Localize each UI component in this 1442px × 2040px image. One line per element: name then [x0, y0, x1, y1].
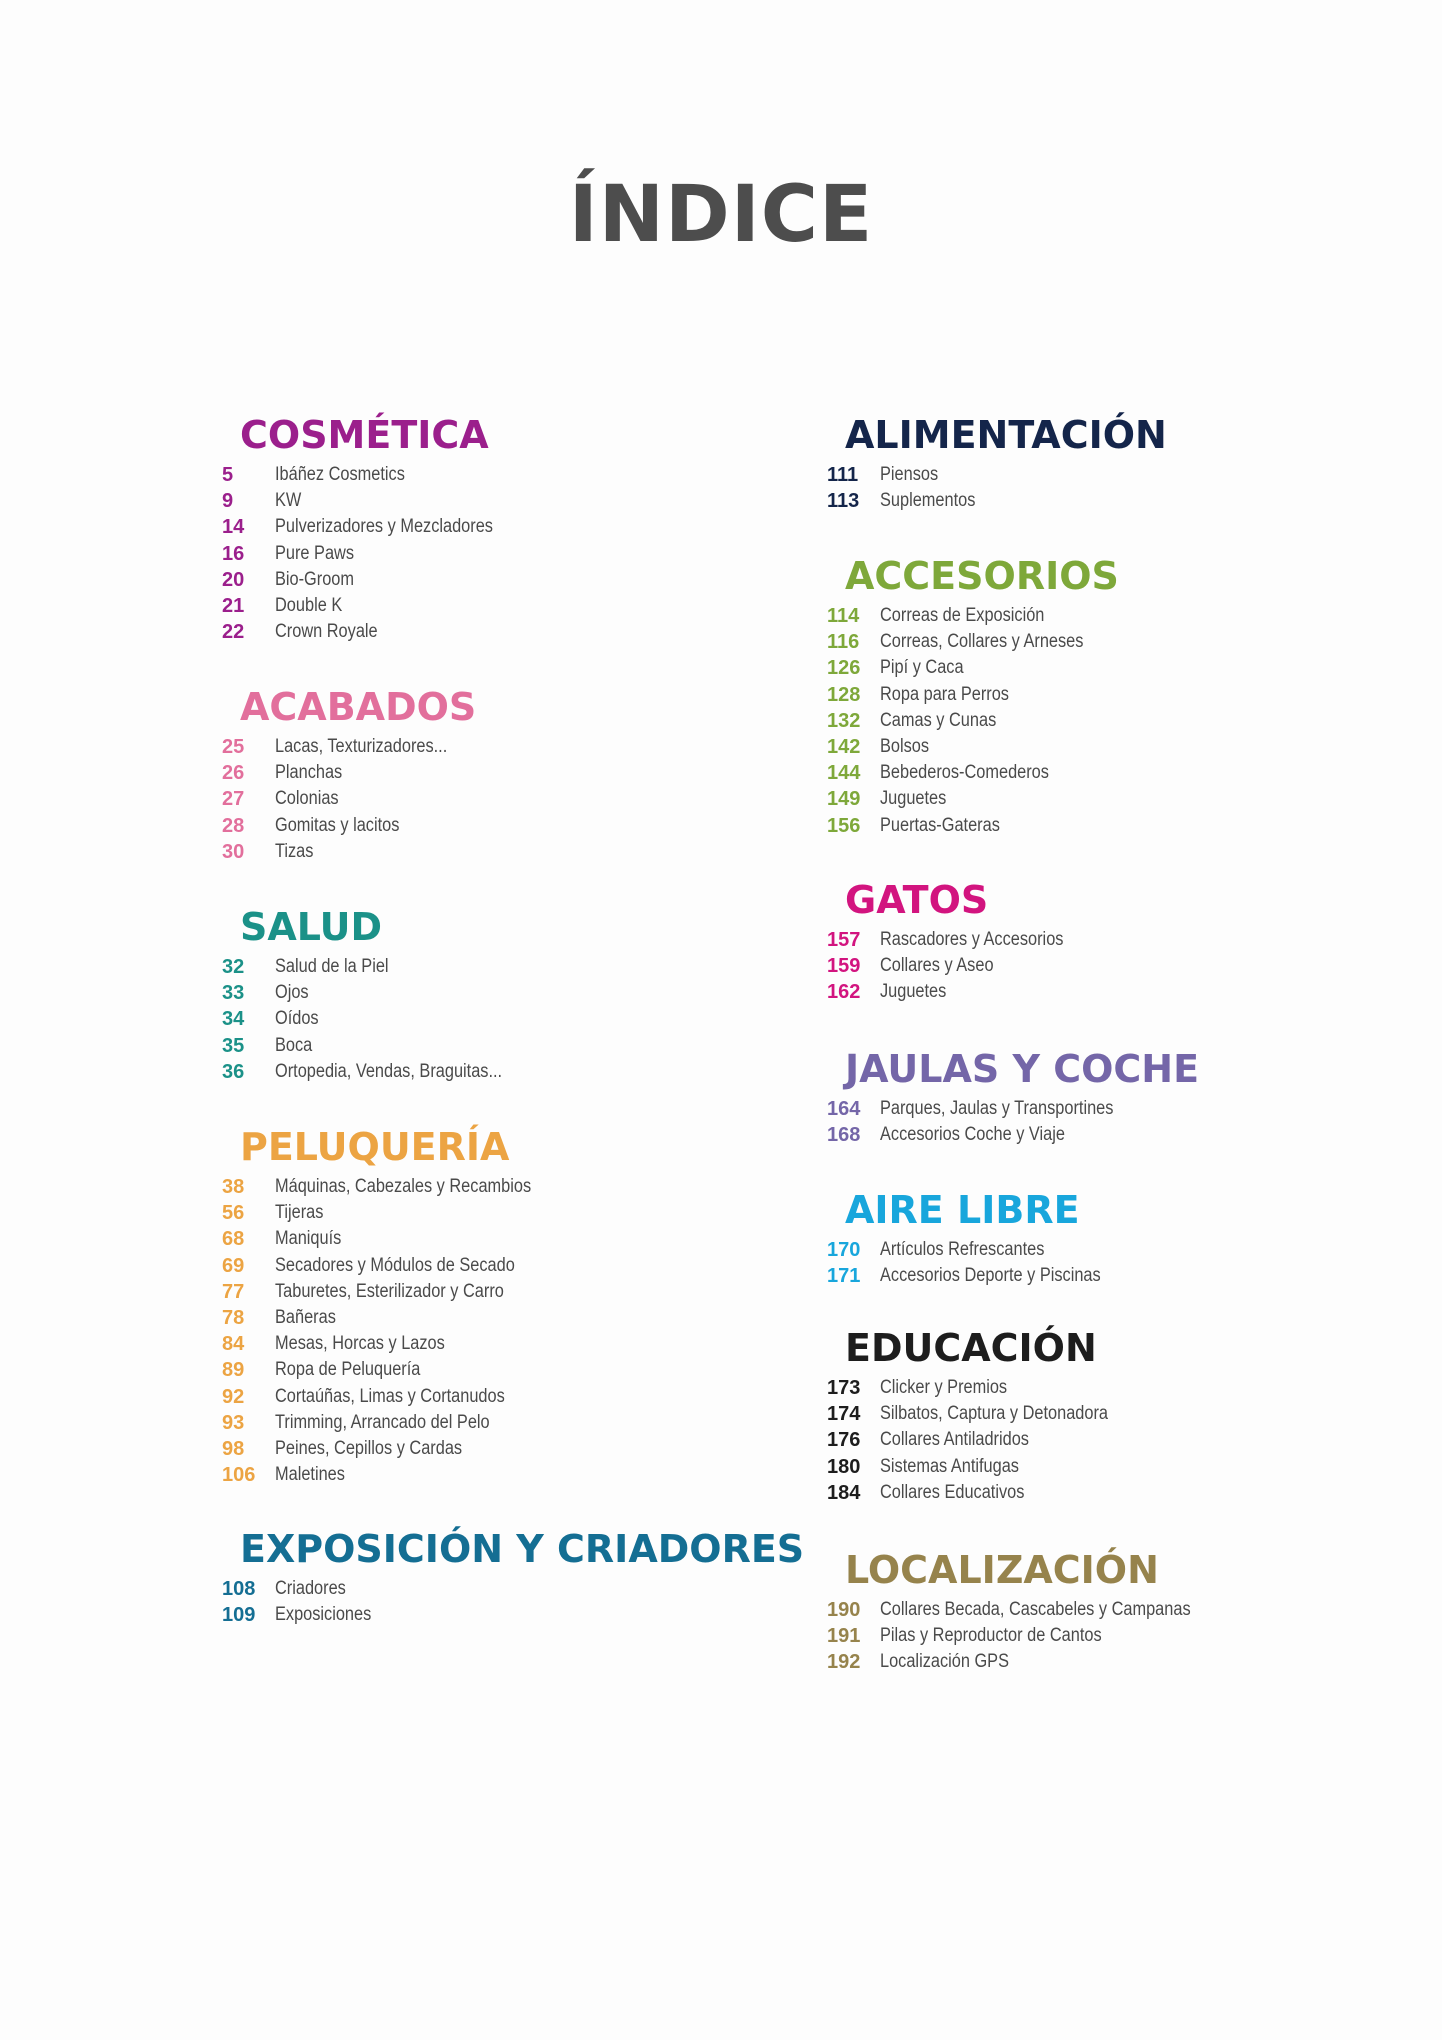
page-number: 108 [222, 1578, 256, 1600]
entry-label: Maletines [275, 1464, 345, 1486]
index-entry[interactable] [827, 1597, 1387, 1623]
section-entries [827, 1096, 1387, 1148]
page-number: 5 [222, 464, 234, 486]
entry-label: Ropa de Peluquería [275, 1359, 421, 1381]
entry-label: Peines, Cepillos y Cardas [275, 1437, 463, 1459]
page-number: 192 [827, 1651, 861, 1674]
page-number: 14 [222, 516, 245, 539]
index-entry[interactable] [222, 1200, 782, 1226]
index-entry[interactable] [222, 1006, 782, 1032]
section-title: PELUQUERÍA [240, 1125, 510, 1169]
section-exposicion-y-criadores [222, 1525, 805, 1628]
section-peluqueria [222, 1123, 782, 1488]
entry-label: Silbatos, Captura y Detonadora [880, 1403, 1108, 1425]
entry-label: KW [275, 490, 302, 512]
page-number: 89 [222, 1359, 245, 1382]
index-entry[interactable] [827, 1649, 1387, 1675]
section-entries [222, 1576, 782, 1628]
index-entry[interactable] [222, 567, 782, 593]
index-entry[interactable] [827, 708, 1387, 734]
index-entry[interactable] [222, 1059, 782, 1085]
entry-label: Collares y Aseo [880, 955, 994, 977]
entry-label: Pilas y Reproductor de Cantos [880, 1625, 1102, 1647]
section-title: EXPOSICIÓN Y CRIADORES [240, 1527, 805, 1571]
page-number: 191 [827, 1625, 861, 1648]
entry-label: Bio-Groom [275, 568, 354, 590]
page-number: 157 [827, 929, 861, 951]
entry-label: Tijeras [275, 1202, 324, 1224]
section-title: JAULAS Y COCHE [845, 1047, 1200, 1091]
index-entry[interactable] [222, 1253, 782, 1279]
section-entries [827, 462, 1387, 514]
index-entry[interactable] [222, 760, 782, 786]
section-entries [827, 603, 1387, 839]
page-number: 84 [222, 1333, 245, 1356]
index-entry[interactable] [222, 1462, 782, 1488]
index-entry[interactable] [827, 1096, 1387, 1122]
index-entry[interactable] [222, 1033, 782, 1059]
index-entry[interactable] [827, 813, 1387, 839]
entry-label: Suplementos [880, 490, 976, 512]
entry-label: Puertas-Gateras [880, 814, 1000, 836]
index-entry[interactable] [827, 1122, 1387, 1148]
page-number: 126 [827, 657, 861, 680]
entry-label: Ropa para Perros [880, 683, 1009, 705]
section-entries [222, 462, 782, 645]
index-entry[interactable] [827, 655, 1387, 681]
index-entry[interactable] [222, 1279, 782, 1305]
entry-label: Mesas, Horcas y Lazos [275, 1333, 445, 1355]
page-number: 156 [827, 814, 861, 837]
page-number: 184 [827, 1481, 861, 1504]
index-entry[interactable] [827, 953, 1387, 979]
page-number: 32 [222, 956, 245, 978]
entry-label: Localización GPS [880, 1651, 1009, 1673]
index-entry[interactable] [222, 1174, 782, 1200]
index-entry[interactable] [827, 734, 1387, 760]
page-number: 35 [222, 1034, 245, 1057]
page-number: 132 [827, 709, 861, 732]
page-title: ÍNDICE [568, 170, 874, 260]
entry-label: Camas y Cunas [880, 709, 997, 731]
page-number: 180 [827, 1455, 861, 1478]
index-entry[interactable] [827, 1623, 1387, 1649]
entry-label: Ibáñez Cosmetics [275, 464, 405, 485]
page-number: 116 [827, 631, 860, 654]
entry-label: Collares Educativos [880, 1481, 1025, 1503]
index-entry[interactable] [827, 462, 1387, 488]
entry-label: Double K [275, 594, 343, 616]
entry-label: Clicker y Premios [880, 1377, 1008, 1398]
index-entry[interactable] [222, 1436, 782, 1462]
index-entry[interactable] [222, 786, 782, 812]
section-entries [222, 954, 782, 1085]
index-entry[interactable] [827, 1401, 1387, 1427]
page-number: 176 [827, 1429, 861, 1452]
page-number: 164 [827, 1098, 861, 1120]
page-number: 36 [222, 1060, 245, 1083]
index-entry[interactable] [827, 488, 1387, 514]
entry-label: Juguetes [880, 788, 947, 810]
entry-label: Rascadores y Accesorios [880, 929, 1064, 950]
index-entry[interactable] [827, 1454, 1387, 1480]
index-entry[interactable] [222, 541, 782, 567]
section-gatos [827, 876, 1387, 1006]
index-entry[interactable] [222, 1576, 782, 1602]
index-entry[interactable] [827, 1427, 1387, 1453]
section-title: GATOS [845, 878, 989, 922]
section-entries [827, 1597, 1387, 1676]
section-acabados [222, 683, 782, 865]
page-number: 78 [222, 1306, 245, 1329]
entry-label: Trimming, Arrancado del Pelo [275, 1411, 490, 1433]
entry-label: Criadores [275, 1578, 346, 1599]
entry-label: Cortaúñas, Limas y Cortanudos [275, 1385, 505, 1407]
index-entry[interactable] [222, 1410, 782, 1436]
entry-label: Máquinas, Cabezales y Recambios [275, 1176, 532, 1197]
section-alimentacion [827, 411, 1387, 514]
page-number: 38 [222, 1176, 245, 1198]
page-number: 168 [827, 1124, 861, 1147]
page-number: 111 [827, 464, 859, 486]
index-entry[interactable] [827, 786, 1387, 812]
index-entry[interactable] [222, 1331, 782, 1357]
entry-label: Maniquís [275, 1228, 342, 1250]
section-entries [222, 734, 782, 865]
index-entry[interactable] [827, 1480, 1387, 1506]
section-entries [827, 927, 1387, 1006]
index-entry[interactable] [222, 1357, 782, 1383]
entry-label: Artículos Refrescantes [880, 1239, 1045, 1260]
index-entry[interactable] [222, 1305, 782, 1331]
entry-label: Gomitas y lacitos [275, 814, 400, 836]
entry-label: Secadores y Módulos de Secado [275, 1254, 515, 1276]
entry-label: Bolsos [880, 735, 930, 757]
page-number: 98 [222, 1437, 245, 1460]
entry-label: Crown Royale [275, 621, 378, 643]
entry-label: Bañeras [275, 1306, 336, 1328]
entry-label: Taburetes, Esterilizador y Carro [275, 1280, 504, 1302]
page-number: 28 [222, 814, 245, 837]
entry-label: Juguetes [880, 981, 947, 1003]
page-number: 171 [827, 1265, 861, 1288]
index-entry[interactable] [827, 1263, 1387, 1289]
entry-label: Piensos [880, 464, 939, 485]
page-number: 149 [827, 788, 861, 811]
page-number: 30 [222, 840, 245, 863]
page-number: 113 [827, 490, 860, 513]
section-title: SALUD [240, 905, 383, 949]
page-number: 106 [222, 1464, 256, 1487]
entry-label: Collares Antiladridos [880, 1429, 1029, 1451]
section-entries [827, 1237, 1387, 1289]
index-entry[interactable] [827, 682, 1387, 708]
entry-label: Accesorios Coche y Viaje [880, 1124, 1065, 1146]
page-number: 92 [222, 1385, 245, 1408]
index-entry[interactable] [222, 980, 782, 1006]
index-entry[interactable] [827, 979, 1387, 1005]
entry-label: Accesorios Deporte y Piscinas [880, 1265, 1101, 1287]
page-number: 9 [222, 490, 234, 513]
page-number: 162 [827, 981, 861, 1004]
page-number: 21 [222, 594, 245, 617]
page-number: 34 [222, 1008, 245, 1031]
entry-label: Lacas, Texturizadores... [275, 736, 448, 757]
index-entry[interactable] [827, 927, 1387, 953]
index-entry[interactable] [222, 734, 782, 760]
entry-label: Ortopedia, Vendas, Braguitas... [275, 1060, 503, 1082]
section-title: ACCESORIOS [845, 554, 1119, 598]
index-entry[interactable] [827, 603, 1387, 629]
entry-label: Sistemas Antifugas [880, 1455, 1019, 1477]
entry-label: Correas de Exposición [880, 605, 1045, 626]
section-entries [222, 1174, 782, 1488]
page-number: 173 [827, 1377, 861, 1399]
section-entries [827, 1375, 1387, 1506]
section-title: ACABADOS [240, 685, 477, 729]
entry-label: Pipí y Caca [880, 657, 964, 679]
index-entry[interactable] [222, 462, 782, 488]
section-title: ALIMENTACIÓN [845, 413, 1167, 457]
entry-label: Bebederos-Comederos [880, 762, 1049, 784]
page-number: 159 [827, 955, 861, 978]
entry-label: Oídos [275, 1008, 319, 1030]
page-number: 144 [827, 762, 861, 785]
index-entry[interactable] [222, 1384, 782, 1410]
index-entry[interactable] [222, 1226, 782, 1252]
index-entry[interactable] [222, 488, 782, 514]
index-entry[interactable] [222, 593, 782, 619]
index-entry[interactable] [222, 954, 782, 980]
section-educacion [827, 1324, 1387, 1506]
page-number: 68 [222, 1228, 245, 1251]
entry-label: Correas, Collares y Arneses [880, 631, 1084, 653]
index-entry[interactable] [827, 1375, 1387, 1401]
page-number: 26 [222, 762, 245, 785]
page-number: 109 [222, 1604, 256, 1627]
index-entry[interactable] [222, 514, 782, 540]
index-entry[interactable] [222, 839, 782, 865]
entry-label: Pure Paws [275, 542, 355, 564]
entry-label: Planchas [275, 762, 343, 784]
entry-label: Boca [275, 1034, 313, 1056]
section-title: EDUCACIÓN [845, 1326, 1097, 1370]
section-accesorios [827, 552, 1387, 839]
index-entry[interactable] [827, 760, 1387, 786]
page-number: 190 [827, 1599, 861, 1621]
index-entry[interactable] [222, 1602, 782, 1628]
page-number: 142 [827, 735, 861, 758]
section-aire-libre [827, 1186, 1387, 1289]
index-entry[interactable] [222, 813, 782, 839]
page-number: 128 [827, 683, 861, 706]
index-entry[interactable] [827, 1237, 1387, 1263]
index-entry[interactable] [827, 629, 1387, 655]
section-salud [222, 903, 782, 1085]
page-number: 174 [827, 1403, 861, 1426]
page-number: 22 [222, 621, 245, 644]
page-number: 20 [222, 568, 245, 591]
entry-label: Tizas [275, 840, 314, 862]
page-number: 27 [222, 788, 245, 811]
section-title: COSMÉTICA [240, 413, 489, 457]
entry-label: Exposiciones [275, 1604, 372, 1626]
entry-label: Ojos [275, 982, 309, 1004]
entry-label: Salud de la Piel [275, 956, 389, 977]
page-number: 93 [222, 1411, 245, 1434]
page-number: 77 [222, 1280, 245, 1303]
section-localizacion [827, 1546, 1387, 1676]
section-cosmetica [222, 411, 782, 645]
section-jaulas-y-coche [827, 1045, 1387, 1148]
page-number: 16 [222, 542, 245, 565]
entry-label: Colonias [275, 788, 339, 810]
entry-label: Parques, Jaulas y Transportines [880, 1098, 1114, 1119]
page-number: 69 [222, 1254, 245, 1277]
page-number: 56 [222, 1202, 245, 1225]
entry-label: Pulverizadores y Mezcladores [275, 516, 493, 538]
page-number: 114 [827, 605, 860, 627]
index-entry[interactable] [222, 619, 782, 645]
page-number: 25 [222, 736, 245, 758]
entry-label: Collares Becada, Cascabeles y Campanas [880, 1599, 1191, 1620]
page-number: 170 [827, 1239, 861, 1261]
page-number: 33 [222, 982, 245, 1005]
section-title: AIRE LIBRE [845, 1188, 1080, 1232]
section-title: LOCALIZACIÓN [845, 1548, 1159, 1592]
